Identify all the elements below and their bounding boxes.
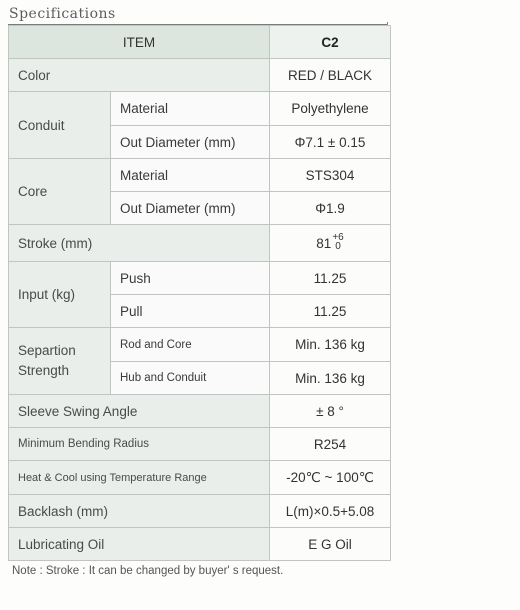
table-row-sleeve xyxy=(9,395,391,428)
value-sleeve-swing-angle: ± 8 ° xyxy=(270,395,391,428)
value-temperature-range: -20℃ ~ 100℃ xyxy=(270,461,391,495)
label-backlash: Backlash (mm) xyxy=(9,495,270,528)
label-pull: Pull xyxy=(111,295,270,328)
table-row-core-material xyxy=(9,159,391,192)
stroke-nominal: 81 xyxy=(316,235,332,251)
label-temperature-range: Heat & Cool using Temperature Range xyxy=(9,461,270,495)
label-color: Color xyxy=(9,59,270,92)
table-row-separation-rod xyxy=(9,328,391,362)
header-item: ITEM xyxy=(9,26,270,59)
header-model: C2 xyxy=(270,26,391,59)
specifications-table xyxy=(8,25,391,561)
value-rod-and-core: Min. 136 kg xyxy=(270,328,391,362)
table-row-bending xyxy=(9,428,391,461)
stroke-tolerance-upper: +6 xyxy=(332,231,344,243)
label-hub-and-conduit: Hub and Conduit xyxy=(111,362,270,395)
table-row-oil xyxy=(9,528,391,561)
table-header-row xyxy=(9,26,391,59)
table-row-conduit-material xyxy=(9,92,391,126)
value-bending-radius: R254 xyxy=(270,428,391,461)
label-conduit-od: Out Diameter (mm) xyxy=(111,126,270,159)
footnote: Note : Stroke : It can be changed by buyer' s request. xyxy=(12,565,284,577)
table-row-backlash xyxy=(9,495,391,528)
page-title: Specifications xyxy=(9,6,116,22)
value-backlash: L(m)×0.5+5.08 xyxy=(270,495,391,528)
label-stroke: Stroke (mm) xyxy=(9,225,270,262)
table-row-temperature xyxy=(9,461,391,495)
value-core-material: STS304 xyxy=(270,159,391,192)
label-conduit-material: Material xyxy=(111,92,270,126)
value-stroke xyxy=(270,225,391,262)
label-lubricating-oil: Lubricating Oil xyxy=(9,528,270,561)
value-lubricating-oil: E G Oil xyxy=(270,528,391,561)
value-conduit-material: Polyethylene xyxy=(270,92,391,126)
value-pull: 11.25 xyxy=(270,295,391,328)
label-core-od: Out Diameter (mm) xyxy=(111,192,270,225)
label-sleeve-swing-angle: Sleeve Swing Angle xyxy=(9,395,270,428)
label-bending-radius: Minimum Bending Radius xyxy=(9,428,270,461)
label-input: Input (kg) xyxy=(9,262,111,328)
table-row-stroke xyxy=(9,225,391,262)
label-rod-and-core: Rod and Core xyxy=(111,328,270,362)
stroke-tolerance-lower: 0 xyxy=(335,240,341,252)
label-separation-strength: Separtion Strength xyxy=(9,328,111,395)
value-core-od: Φ1.9 xyxy=(270,192,391,225)
label-core: Core xyxy=(9,159,111,225)
label-core-material: Material xyxy=(111,159,270,192)
value-conduit-od: Φ7.1 ± 0.15 xyxy=(270,126,391,159)
table-row-input-push xyxy=(9,262,391,295)
value-hub-and-conduit: Min. 136 kg xyxy=(270,362,391,395)
table-row-color xyxy=(9,59,391,92)
value-push: 11.25 xyxy=(270,262,391,295)
value-color: RED / BLACK xyxy=(270,59,391,92)
label-push: Push xyxy=(111,262,270,295)
label-conduit: Conduit xyxy=(9,92,111,159)
